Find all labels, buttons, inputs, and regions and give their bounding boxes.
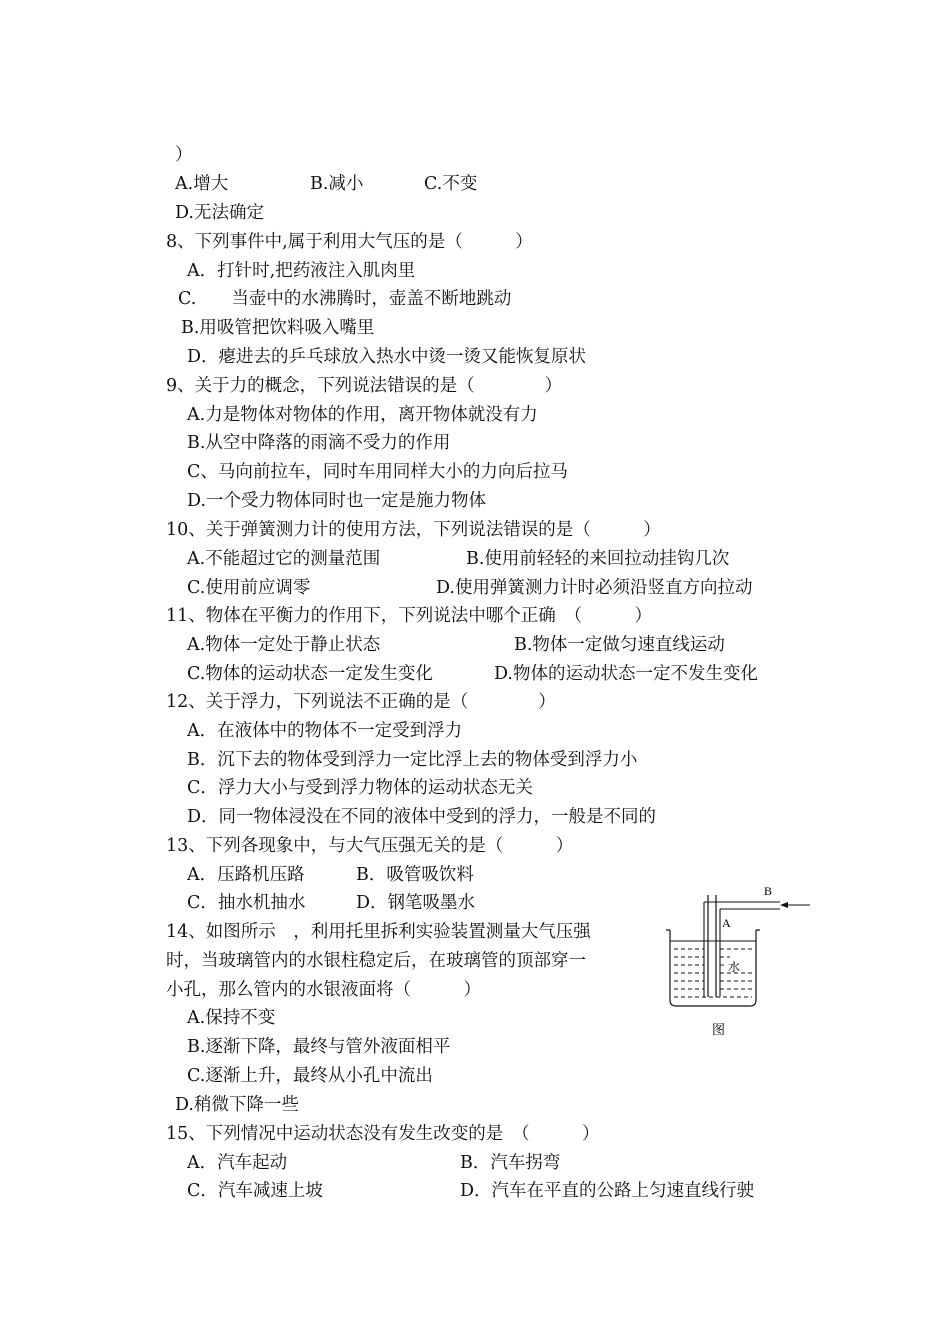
q14-stem-line-1: 14、如图所示 ，利用托里拆利实验装置测量大气压强 [166,922,591,942]
q15-option-a: A．汽车起动 [187,1153,288,1173]
q15-option-b: B．汽车拐弯 [460,1153,561,1173]
q8-option-b: B.用吸管把饮料吸入嘴里 [181,318,375,338]
q15-option-d: D．汽车在平直的公路上匀速直线行驶 [460,1181,755,1201]
q13-option-d: D．钢笔吸墨水 [356,893,476,913]
q13-option-a: A．压路机压路 [187,865,305,885]
q7-closing-paren: ） [175,145,193,165]
q11-option-b: B.物体一定做匀速直线运动 [514,635,725,655]
q14-stem-line-3: 小孔，那么管内的水银液面将（ ） [166,980,481,1000]
figure-label-a: A [722,916,731,930]
q7-option-a: A.增大 [175,174,229,194]
q14-option-c: C.逐渐上升，最终从小孔中流出 [187,1066,433,1086]
q10-option-a: A.不能超过它的测量范围 [187,549,381,569]
q9-option-b: B.从空中降落的雨滴不受力的作用 [187,433,451,453]
q11-option-a: A.物体一定处于静止状态 [187,635,381,655]
q10-option-b: B.使用前轻轻的来回拉动挂钩几次 [466,549,730,569]
q15-stem: 15、下列情况中运动状态没有发生改变的是 （ ） [166,1124,600,1144]
q7-option-d: D.无法确定 [175,203,264,223]
q9-stem: 9、关于力的概念，下列说法错误的是（ ） [166,376,563,396]
figure-label-b: B [764,884,773,898]
q13-stem: 13、下列各现象中，与大气压强无关的是（ ） [166,836,574,856]
figure-label-water: 水 [728,960,741,974]
q8-option-c: C. 当壶中的水沸腾时，壶盖不断地跳动 [178,289,512,309]
q12-option-b: B．沉下去的物体受到浮力一定比浮上去的物体受到浮力小 [187,750,638,770]
q12-stem: 12、关于浮力，下列说法不正确的是（ ） [166,692,556,712]
q11-stem: 11、物体在平衡力的作用下，下列说法中哪个正确 （ ） [166,606,653,626]
q10-option-c: C.使用前应调零 [187,578,311,598]
q7-option-c: C.不变 [424,174,478,194]
q13-option-b: B．吸管吸饮料 [356,865,474,885]
q14-apparatus-figure [660,875,820,1045]
q8-option-d: D．瘪进去的乒乓球放入热水中烫一烫又能恢复原状 [187,347,587,367]
q12-option-d: D．同一物体浸没在不同的液体中受到的浮力，一般是不同的 [187,807,657,827]
q14-option-b: B.逐渐下降，最终与管外液面相平 [187,1037,451,1057]
q9-option-d: D.一个受力物体同时也一定是施力物体 [187,491,486,511]
q11-option-c: C.物体的运动状态一定发生变化 [187,664,433,684]
q9-option-c: C、马向前拉车，同时车用同样大小的力向后拉马 [187,462,568,482]
q10-option-d: D.使用弹簧测力计时必须沿竖直方向拉动 [436,578,753,598]
q12-option-a: A．在液体中的物体不一定受到浮力 [187,721,463,741]
figure-caption: 图 [712,1022,726,1037]
q10-stem: 10、关于弹簧测力计的使用方法，下列说法错误的是（ ） [166,520,661,540]
q13-option-c: C．抽水机抽水 [187,893,306,913]
q14-option-d: D.稍微下降一些 [175,1095,299,1115]
q12-option-c: C．浮力大小与受到浮力物体的运动状态无关 [187,778,533,798]
q11-option-d: D.物体的运动状态一定不发生变化 [494,664,758,684]
q7-option-b: B.减小 [310,174,364,194]
q8-option-a: A．打针时,把药液注入肌肉里 [187,261,416,281]
q8-stem: 8、下列事件中,属于利用大气压的是（ ） [166,232,533,252]
q14-stem-line-2: 时，当玻璃管内的水银柱稳定后，在玻璃管的顶部穿一 [166,951,586,971]
q15-option-c: C．汽车减速上坡 [187,1181,323,1201]
q9-option-a: A.力是物体对物体的作用，离开物体就没有力 [187,405,538,425]
q14-option-a: A.保持不变 [187,1008,276,1028]
